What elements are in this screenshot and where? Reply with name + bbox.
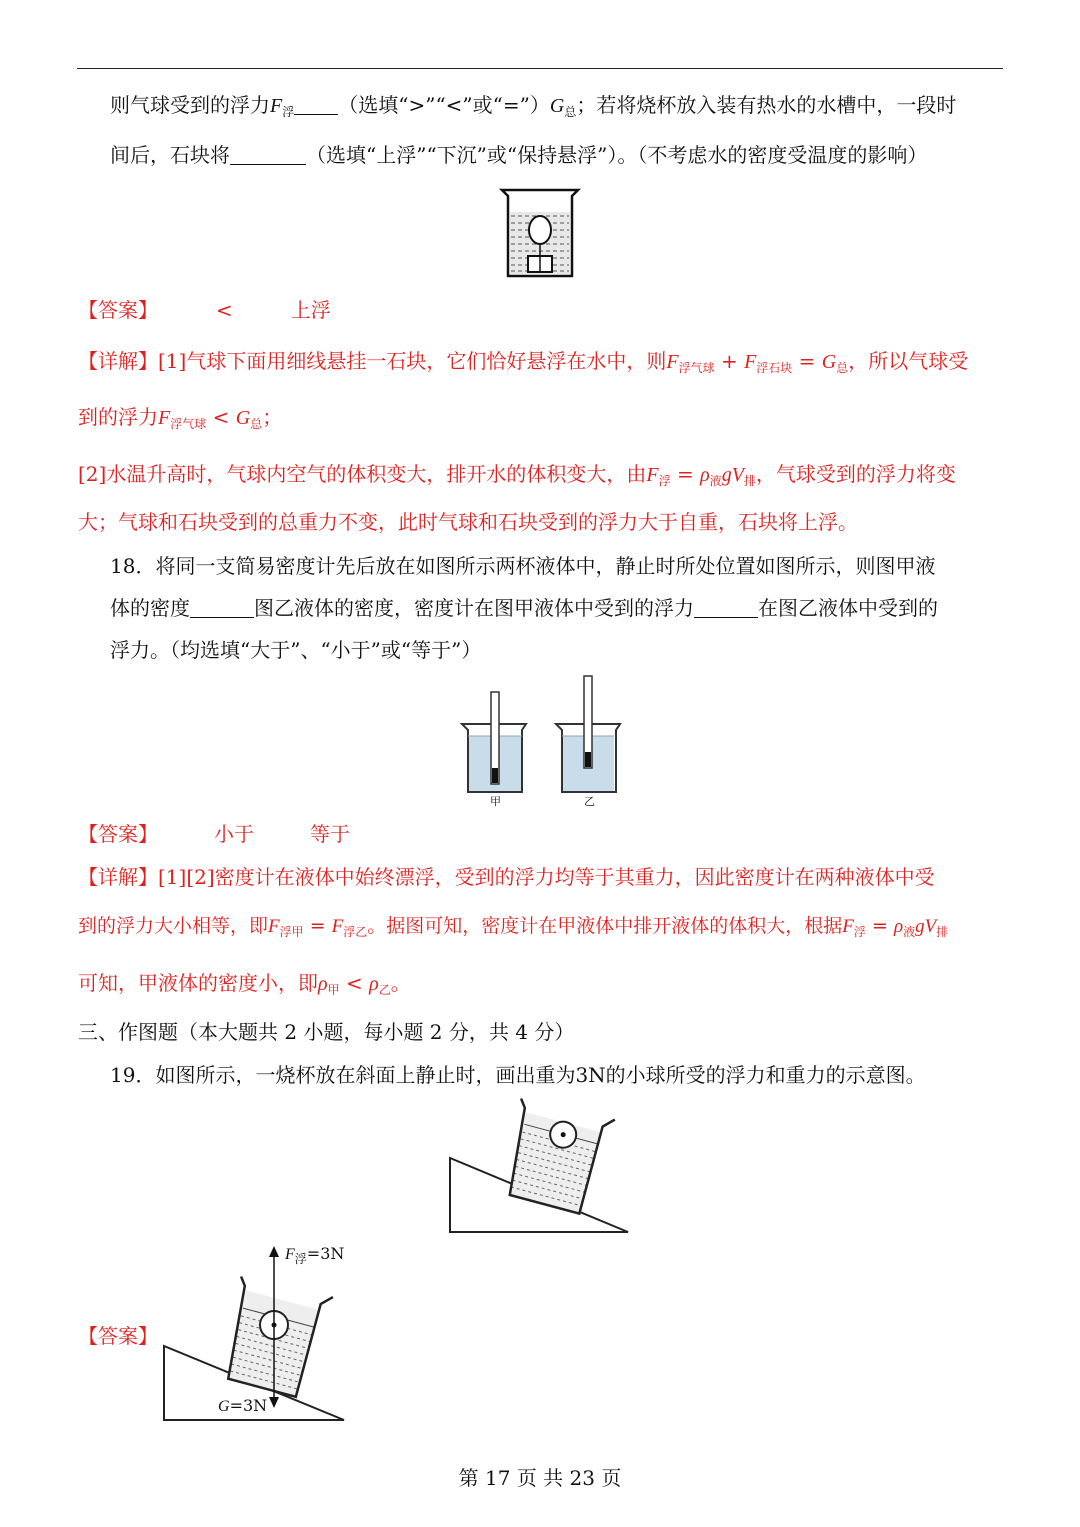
q19-text: 19．如图所示，一烧杯放在斜面上静止时，画出重为3N的小球所受的浮力和重力的示意图。 [110,1063,926,1087]
f-subscript: 浮 [282,105,295,119]
answer-value-1: 小于 [214,822,254,846]
detail-17-line-4: 大；气球和石块受到的总重力不变，此时气球和石块受到的浮力大于自重，石块将上浮。 [78,510,858,534]
detail-label: 【详解】 [78,865,158,889]
answer-label: 【答案】 [78,298,158,322]
buoyancy-label: $F_浮=3N$ [285,1244,345,1266]
answer-17 [78,298,331,322]
answer-blank [230,164,306,165]
detail-label: 【详解】 [78,349,158,373]
answer-value-1: < [216,298,233,322]
detail-18-line-1: 【详解】[1][2]密度计在液体中始终漂浮，受到的浮力均等于其重力，因此密度计在两种液体中受 [78,865,935,889]
answer-value-2: 上浮 [290,298,331,322]
q17-text: ；若将烧杯放入装有热水的水槽中，一段时 [576,93,957,117]
q17-text: （选填“>”“<”或“=”） [338,93,550,117]
caption-right: 乙 [584,795,595,808]
q17-line-1 [110,93,956,124]
answer-label: 【答案】 [78,822,158,846]
section-3-title: 三、作图题（本大题共 2 小题，每小题 2 分，共 4 分） [78,1020,575,1044]
answer-blank [190,617,254,618]
q17-text: 则气球受到的浮力 [110,93,270,117]
detail-17-line-3: [2]水温升高时，气球内空气的体积变大，排开水的体积变大，由$F_浮 = \rho_液gV_排$，气球受到的浮力将变 [78,462,956,488]
detail-17-line-1: 【详解】[1]气球下面用细线悬挂一石块，它们恰好悬浮在水中，则$F_{浮气球} + F_{浮石块} = G_总$，所以气球受 [78,349,969,375]
answer-19-label: 【答案】 [78,1324,158,1348]
answer-18 [78,822,350,846]
beaker-balloon-figure [498,186,582,280]
detail-17-line-2: 到的浮力$F_{浮气球} < G_总$； [78,405,283,431]
gravity-label: G=3N [218,1396,268,1415]
q17-text: （选填“上浮”“下沉”或“保持悬浮”）。（不考虑水的密度受温度的影响） [306,143,928,167]
g-symbol: G [549,95,565,117]
header-rule [77,68,1003,69]
detail-18-line-2: 到的浮力大小相等，即$F_{浮甲} = F_{浮乙}$。据图可知，密度计在甲液体中排开液体的体积大，根据$F_浮 = \rho_液gV_排$ [78,915,949,939]
incline-beaker-figure [448,1094,638,1240]
page-footer: 第 17 页 共 23 页 [458,1466,622,1490]
caption-left: 甲 [490,795,501,808]
g-subscript: 总 [564,105,577,119]
q18-line-3: 浮力。（均选填“大于”、“小于”或“等于”） [110,638,482,662]
q18-line-2: 体的密度 图乙液体的密度，密度计在图甲液体中受到的浮力 在图乙液体中受到的 [110,596,938,620]
f-symbol: F [270,95,283,117]
q17-text: 间后，石块将 [110,143,230,167]
hydrometer-figure [460,672,630,812]
answer-blank [694,617,758,618]
q18-line-1: 18．将同一支简易密度计先后放在如图所示两杯液体中，静止时所处位置如图所示，则图甲液 [110,554,936,578]
answer-value-2: 等于 [310,822,350,846]
detail-18-line-3: 可知，甲液体的密度小，即$\rho_甲 < \rho_乙$。 [78,971,411,997]
answer-blank [294,114,338,115]
q17-line-2 [110,143,927,167]
